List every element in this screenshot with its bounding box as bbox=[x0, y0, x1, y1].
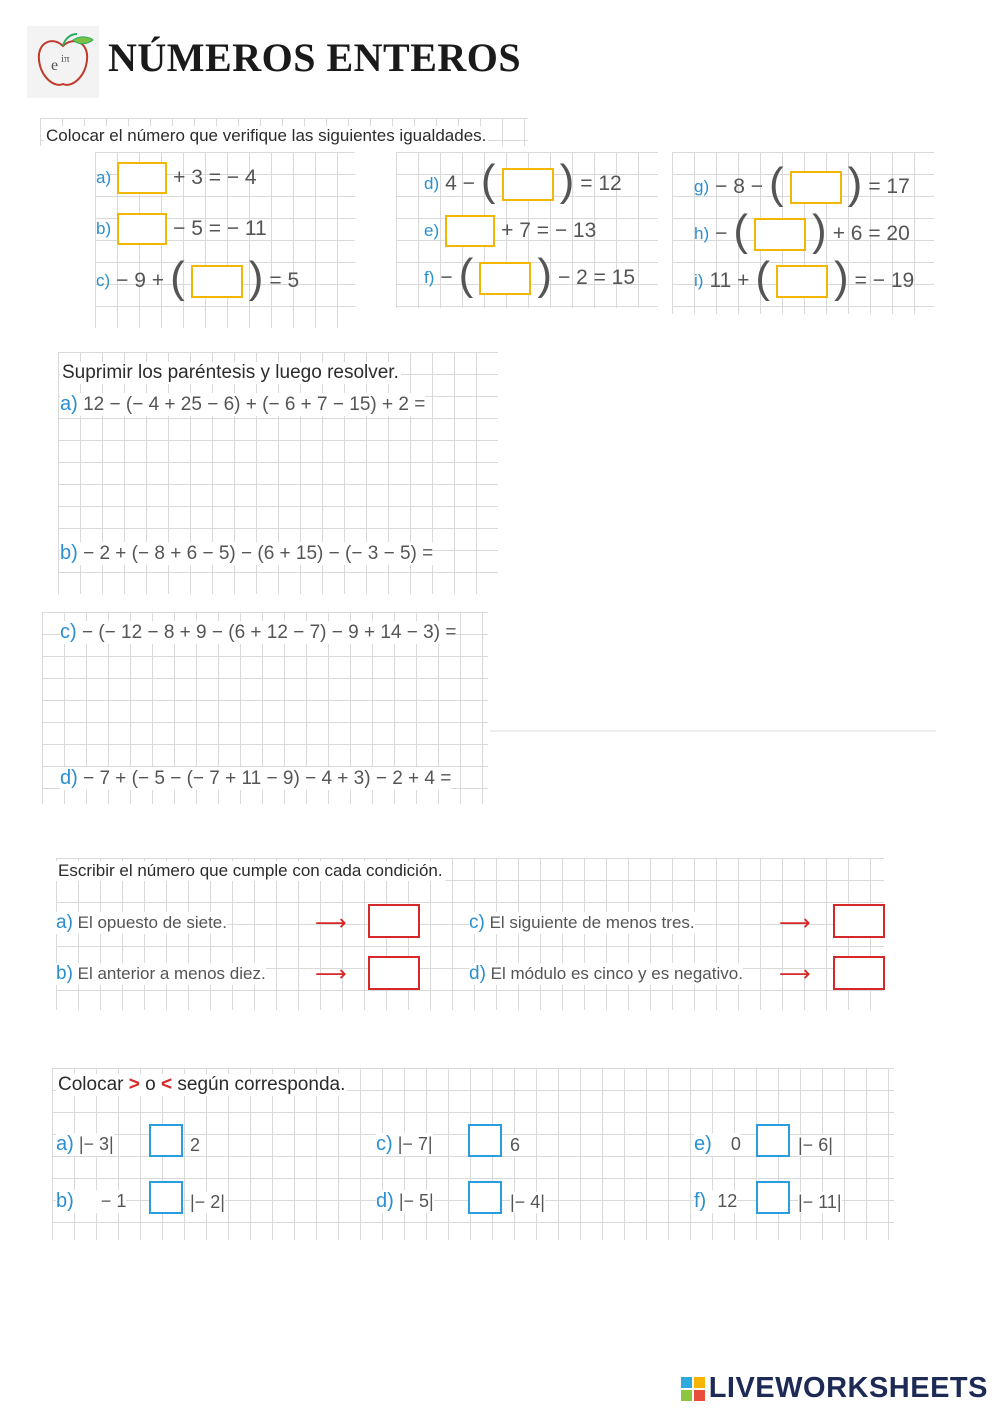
compare-right: 6 bbox=[510, 1135, 521, 1155]
equation-a bbox=[96, 162, 257, 194]
answer-box-f[interactable] bbox=[479, 262, 531, 295]
item-label: d) bbox=[60, 767, 78, 789]
item-label: d) bbox=[376, 1190, 394, 1212]
expression-c bbox=[60, 621, 456, 644]
answer-box-e[interactable] bbox=[445, 215, 495, 247]
condition-text: El anterior a menos diez. bbox=[77, 964, 266, 983]
item-label: f) bbox=[424, 268, 435, 287]
compare-a bbox=[56, 1133, 114, 1156]
equation-d: d) 4 − ( ) = 12 bbox=[424, 156, 622, 205]
equation-b bbox=[96, 213, 267, 245]
equation-post: = 12 bbox=[580, 172, 622, 195]
equation-post: + 6 = 20 bbox=[832, 222, 910, 245]
equation-g: g) − 8 − ( ) = 17 bbox=[694, 159, 910, 208]
equation-post: = − 19 bbox=[854, 269, 915, 292]
equation-e bbox=[424, 215, 596, 247]
arrow-right-icon: ⟶ bbox=[779, 910, 811, 935]
arrow-right-icon: ⟶ bbox=[779, 961, 811, 986]
answer-box-cond-b[interactable] bbox=[368, 956, 420, 990]
compare-d bbox=[376, 1190, 434, 1213]
item-label: a) bbox=[56, 1133, 74, 1155]
item-label: c) bbox=[376, 1133, 393, 1155]
item-label: d) bbox=[469, 963, 486, 984]
equation-pre: 11 + bbox=[709, 269, 750, 292]
section2-instruction: Suprimir los paréntesis y luego resolver. bbox=[62, 362, 399, 383]
equation-i: i) 11 + ( ) = − 19 bbox=[694, 253, 915, 302]
answer-box-a[interactable] bbox=[117, 162, 167, 194]
item-label: b) bbox=[96, 219, 112, 238]
less-than-symbol: < bbox=[161, 1074, 173, 1095]
answer-box-i[interactable] bbox=[776, 265, 828, 298]
greater-than-symbol: > bbox=[128, 1074, 140, 1095]
equation-h: h) − ( ) + 6 = 20 bbox=[694, 206, 910, 255]
answer-box-g[interactable] bbox=[790, 171, 842, 204]
compare-left: |− 7| bbox=[397, 1134, 433, 1154]
answer-box-cond-a[interactable] bbox=[368, 904, 420, 938]
answer-box-h[interactable] bbox=[754, 218, 806, 251]
divider bbox=[490, 730, 936, 732]
condition-a bbox=[56, 912, 227, 934]
compare-right: |− 6| bbox=[798, 1135, 833, 1155]
answer-box-b[interactable] bbox=[117, 213, 167, 245]
liveworksheets-brand bbox=[681, 1372, 988, 1405]
compare-right: |− 2| bbox=[190, 1192, 225, 1212]
brand-name: LIVEWORKSHEETS bbox=[708, 1372, 988, 1404]
compare-c bbox=[376, 1133, 433, 1156]
compare-left: 12 bbox=[717, 1191, 738, 1211]
expression-text: 12 − (− 4 + 25 − 6) + (− 6 + 7 − 15) + 2 = bbox=[83, 394, 426, 415]
compare-left: |− 3| bbox=[78, 1134, 114, 1154]
page-title: NÚMEROS ENTEROS bbox=[108, 35, 522, 80]
compare-right: |− 4| bbox=[510, 1192, 545, 1212]
item-label: e) bbox=[424, 221, 440, 240]
equation-post: − 2 = 15 bbox=[557, 266, 636, 289]
expression-d bbox=[60, 767, 451, 790]
section4-instruction: Colocar > o < según corresponda. bbox=[58, 1074, 346, 1095]
item-label: c) bbox=[96, 271, 111, 290]
item-label: b) bbox=[56, 963, 73, 984]
equation-pre: − bbox=[715, 222, 728, 245]
arrow-right-icon: ⟶ bbox=[315, 961, 347, 986]
equation-c: c) − 9 + ( ) = 5 bbox=[96, 253, 300, 302]
liveworksheets-logo-icon bbox=[681, 1377, 705, 1401]
expression-text: − (− 12 − 8 + 9 − (6 + 12 − 7) − 9 + 14 − 3) = bbox=[81, 622, 457, 643]
condition-d bbox=[469, 963, 743, 985]
condition-text: El módulo es cinco y es negativo. bbox=[490, 964, 743, 983]
compare-f bbox=[694, 1190, 737, 1213]
item-label: b) bbox=[60, 542, 78, 564]
equation-text: + 3 = − 4 bbox=[173, 166, 257, 189]
equation-pre: − 8 − bbox=[715, 175, 764, 198]
item-label: c) bbox=[469, 912, 485, 933]
answer-box-cond-c[interactable] bbox=[833, 904, 885, 938]
equation-post: = 17 bbox=[868, 175, 910, 198]
compare-box-f[interactable] bbox=[756, 1181, 790, 1214]
compare-left: 0 bbox=[730, 1134, 741, 1154]
item-label: d) bbox=[424, 174, 440, 193]
item-label: e) bbox=[694, 1133, 712, 1155]
item-label: a) bbox=[56, 912, 73, 933]
item-label: a) bbox=[60, 393, 78, 415]
section3-instruction: Escribir el número que cumple con cada condición. bbox=[58, 861, 443, 880]
equation-pre: 4 − bbox=[445, 172, 475, 195]
compare-box-b[interactable] bbox=[149, 1181, 183, 1214]
section1-instruction: Colocar el número que verifique las siguientes igualdades. bbox=[46, 126, 487, 145]
compare-e bbox=[694, 1133, 741, 1156]
compare-box-e[interactable] bbox=[756, 1124, 790, 1157]
compare-left: |− 5| bbox=[398, 1191, 434, 1211]
compare-box-a[interactable] bbox=[149, 1124, 183, 1157]
equation-text: + 7 = − 13 bbox=[501, 219, 597, 242]
arrow-right-icon: ⟶ bbox=[315, 910, 347, 935]
expression-text: − 7 + (− 5 − (− 7 + 11 − 9) − 4 + 3) − 2 + 4 = bbox=[83, 768, 452, 789]
answer-box-c[interactable] bbox=[191, 265, 243, 298]
expression-b bbox=[60, 542, 433, 565]
answer-area-c[interactable] bbox=[60, 655, 486, 755]
equation-post: = 5 bbox=[269, 269, 300, 292]
svg-text:iπ: iπ bbox=[61, 53, 70, 65]
answer-box-cond-d[interactable] bbox=[833, 956, 885, 990]
equation-pre: − bbox=[440, 266, 453, 289]
compare-box-c[interactable] bbox=[468, 1124, 502, 1157]
compare-left: − 1 bbox=[100, 1191, 127, 1211]
compare-b bbox=[56, 1190, 126, 1213]
condition-c bbox=[469, 912, 695, 934]
item-label: b) bbox=[56, 1190, 74, 1212]
answer-area-a[interactable] bbox=[60, 425, 496, 537]
compare-right: 2 bbox=[190, 1135, 201, 1155]
item-label: i) bbox=[694, 271, 704, 290]
expression-text: − 2 + (− 8 + 6 − 5) − (6 + 15) − (− 3 − 5) = bbox=[83, 543, 434, 564]
svg-text:e: e bbox=[51, 57, 59, 74]
item-label: c) bbox=[60, 621, 77, 643]
equation-pre: − 9 + bbox=[116, 269, 165, 292]
compare-box-d[interactable] bbox=[468, 1181, 502, 1214]
condition-text: El opuesto de siete. bbox=[77, 913, 227, 932]
expression-a bbox=[60, 393, 425, 416]
equation-text: − 5 = − 11 bbox=[173, 217, 267, 240]
item-label: h) bbox=[694, 224, 710, 243]
answer-box-d[interactable] bbox=[502, 168, 554, 201]
compare-right: |− 11| bbox=[798, 1192, 842, 1212]
equation-f: f) − ( ) − 2 = 15 bbox=[424, 250, 636, 299]
apple-logo-icon bbox=[27, 26, 99, 98]
item-label: f) bbox=[694, 1190, 707, 1212]
item-label: g) bbox=[694, 177, 710, 196]
condition-text: El siguiente de menos tres. bbox=[489, 913, 695, 932]
condition-b bbox=[56, 963, 266, 985]
item-label: a) bbox=[96, 168, 112, 187]
